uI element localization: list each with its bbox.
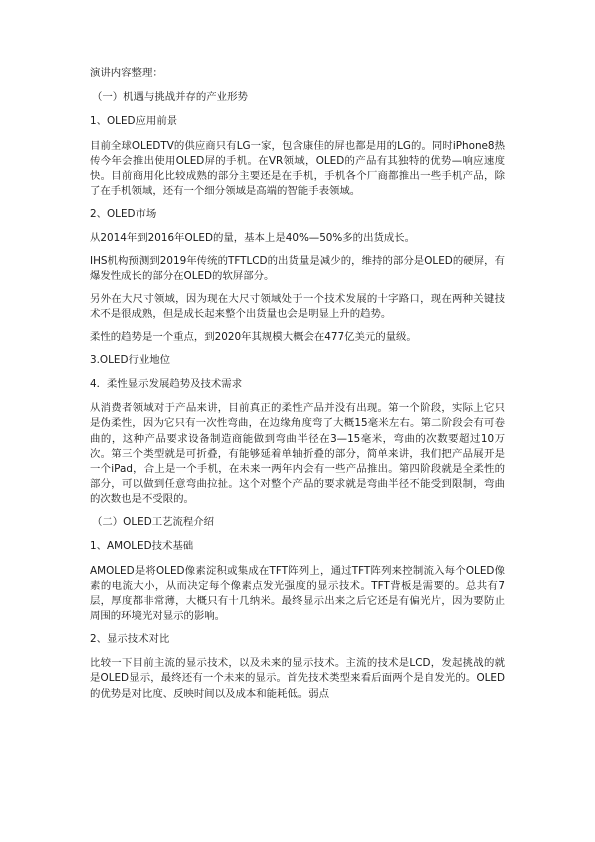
section-heading-1: （一）机遇与挑战并存的产业形势 xyxy=(92,91,248,104)
subsection-heading-flexible-display: 4．柔性显示发展趋势及技术需求 xyxy=(90,378,243,391)
subsection-heading-display-comparison: 2、显示技术对比 xyxy=(90,633,170,646)
subsection-heading-oled-prospects: 1、OLED应用前景 xyxy=(90,115,178,128)
paragraph-flexible-stages: 从消费者领域对于产品来讲，目前真正的柔性产品并没有出现。第一个阶段，实际上它只是伪柔性，因为它只有一次性弯曲，在边缘角度弯了大概15毫米左右。第二阶段会有可卷曲的，这种产品要求设备制造商能做到弯曲半径在3—15毫米，弯曲的次数要超过10万次。第三个类型就是可折叠，有能够延着单轴折叠的部分，简单来讲，我们把产品展开是一个iPad，合上是一个手机，在未来一两年内会有一些产品推出。第四阶段就是全柔性的部分，可以做到任意弯曲拉扯。这个对整个产品的要求就是弯曲半径不能受到限制，弯曲的次数也是不受限的。 xyxy=(90,402,505,506)
paragraph-ihs-forecast: IHS机构预测到2019年传统的TFTLCD的出货量是减少的，维持的部分是OLED的硬屏，有爆发性成长的部分在OLED的软屏部分。 xyxy=(90,255,505,283)
paragraph-amoled-basics: AMOLED是将OLED像素淀积或集成在TFT阵列上，通过TFT阵列来控制流入每个OLED像素的电流大小，从而决定每个像素点发光强度的显示技术。TFT背板是需要的。总共有7层，厚度都非常薄，大概只有十几纳米。最终显示出来之后它还是有偏光片，因为要防止周围的环境光对显示的影响。 xyxy=(90,564,505,623)
paragraph-large-size: 另外在大尺寸领域，因为现在大尺寸领域处于一个技术发展的十字路口，现在两种关键技术不是很成熟，但是成长起来整个出货量也会是明显上升的趋势。 xyxy=(90,293,505,321)
document-page xyxy=(90,66,505,709)
paragraph-market-growth: 从2014年到2016年OLED的量，基本上是40%—50%多的出货成长。 xyxy=(90,232,416,245)
paragraph-oled-prospects: 目前全球OLEDTV的供应商只有LG一家，包含康佳的屏也都是用的LG的。同时iPhone8热传今年会推出使用OLED屏的手机。在VR领域，OLED的产品有其独特的优势—响应速度快。目前商用化比较成熟的部分主要还是在手机，手机各个厂商都推出一些手机产品，除了在手机领域，还有一个细分领域是高端的智能手表领域。 xyxy=(90,139,505,198)
subsection-heading-oled-market: 2、OLED市场 xyxy=(90,208,157,221)
section-heading-2: （二）OLED工艺流程介绍 xyxy=(92,516,215,529)
paragraph-display-comparison: 比较一下目前主流的显示技术，以及未来的显示技术。主流的技术是LCD，发起挑战的就是OLED显示，最终还有一个未来的显示。首先技术类型来看后面两个是自发光的。OLED的优势是对比度、反映时间以及成本和能耗低。弱点 xyxy=(90,657,505,700)
intro-heading: 演讲内容整理： xyxy=(90,67,163,79)
paragraph-flexible-trend: 柔性的趋势是一个重点，到2020年其规模大概会在477亿美元的量级。 xyxy=(90,331,417,344)
subsection-heading-amoled-basics: 1、AMOLED技术基础 xyxy=(90,540,194,553)
subsection-heading-industry-position: 3.OLED行业地位 xyxy=(90,353,171,366)
